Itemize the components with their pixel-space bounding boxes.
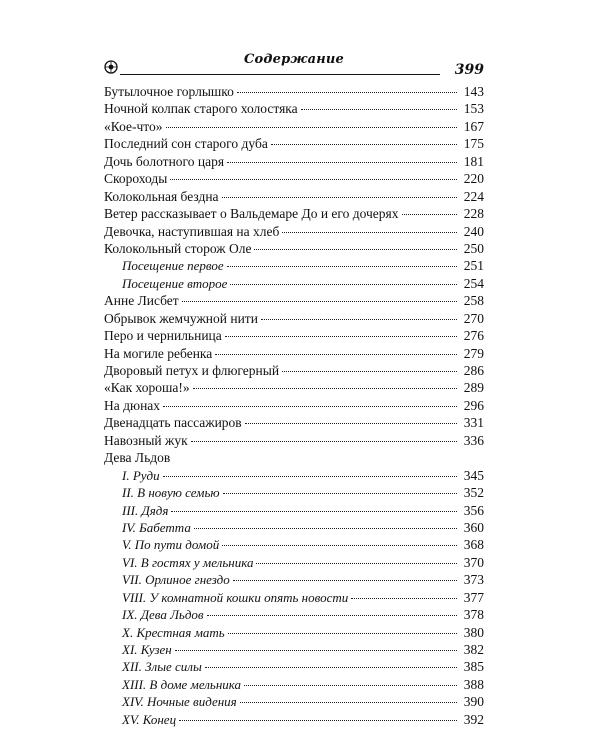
toc-entry-page: 385: [463, 659, 484, 675]
toc-entry-page: 390: [463, 694, 484, 710]
toc-subentry[interactable]: [104, 641, 484, 658]
toc-entry-page: 276: [463, 328, 484, 344]
dot-leader: [282, 232, 457, 233]
dot-leader: [351, 598, 457, 599]
dot-leader: [193, 388, 457, 389]
toc-entry-page: 377: [463, 589, 484, 605]
dot-leader: [244, 685, 457, 686]
toc-entry-title: Скороходы: [104, 171, 168, 187]
dot-leader: [256, 563, 457, 564]
toc-entry[interactable]: [104, 100, 484, 117]
header-rule: [120, 74, 440, 75]
toc-entry-title: Анне Лисбет: [104, 293, 179, 309]
toc-entry[interactable]: [104, 188, 484, 205]
dot-leader: [191, 441, 457, 442]
toc-subentry[interactable]: [104, 467, 484, 484]
toc-entry-page: 153: [463, 101, 484, 117]
toc-entry[interactable]: [104, 205, 484, 222]
toc-entry-title: X. Крестная мать: [122, 624, 225, 640]
toc-entry-page: 378: [463, 607, 484, 623]
toc-subentry[interactable]: [104, 676, 484, 693]
dot-leader: [301, 109, 457, 110]
toc-entry-page: 228: [463, 206, 484, 222]
toc-entry-page: 373: [463, 572, 484, 588]
dot-leader: [254, 249, 457, 250]
dot-leader: [230, 284, 457, 285]
toc-entry-page: 331: [463, 415, 484, 431]
toc-entry[interactable]: [104, 397, 484, 414]
toc-entry-title: Колокольная бездна: [104, 188, 219, 204]
toc-entry-title: «Кое-что»: [104, 118, 163, 134]
toc-entry[interactable]: [104, 118, 484, 135]
toc-entry-page: 289: [463, 380, 484, 396]
dot-leader: [175, 650, 457, 651]
toc-entry-title: IV. Бабетта: [122, 519, 191, 535]
toc-entry-page: 380: [463, 624, 484, 640]
toc-subentry[interactable]: [104, 502, 484, 519]
toc-entry-page: 336: [463, 432, 484, 448]
toc-entry-page: 240: [463, 223, 484, 239]
dot-leader: [222, 197, 457, 198]
toc-entry-page: 360: [463, 519, 484, 535]
toc-entry[interactable]: [104, 449, 484, 466]
dot-leader: [271, 144, 457, 145]
toc-entry-title: IX. Дева Льдов: [122, 607, 204, 623]
dot-leader: [163, 406, 457, 407]
toc-entry-title: I. Руди: [122, 467, 160, 483]
toc-subentry[interactable]: [104, 589, 484, 606]
toc-entry-page: 388: [463, 676, 484, 692]
running-header: [104, 48, 484, 82]
toc-entry[interactable]: [104, 432, 484, 449]
dot-leader: [215, 354, 457, 355]
toc-entry-title: Последний сон старого дуба: [104, 136, 268, 152]
toc-entry[interactable]: [104, 292, 484, 309]
toc-entry-page: 392: [463, 711, 484, 727]
dot-leader: [227, 266, 457, 267]
toc-entry[interactable]: [104, 327, 484, 344]
toc-entry-title: Девочка, наступившая на хлеб: [104, 223, 280, 239]
dot-leader: [194, 528, 457, 529]
toc-subentry[interactable]: [104, 658, 484, 675]
dot-leader: [227, 162, 457, 163]
toc-entry-page: 345: [463, 467, 484, 483]
running-title: Содержание: [243, 52, 344, 67]
toc-entry-page: 224: [463, 188, 484, 204]
toc-entry-title: Дворовый петух и флюгерный: [104, 363, 280, 378]
toc-entry-page: 270: [463, 310, 484, 326]
toc-entry-page: 181: [463, 153, 484, 169]
toc-entry-title: VIII. У комнатной кошки опять новости: [122, 589, 349, 605]
toc-entry-title: Двенадцать пассажиров: [104, 415, 242, 431]
dot-leader: [245, 423, 457, 424]
toc-entry-title: III. Дядя: [122, 502, 169, 518]
toc-entry-title: Посещение первое: [122, 258, 224, 274]
toc-subentry[interactable]: [104, 711, 484, 728]
toc-entry-title: XIV. Ночные видения: [122, 694, 237, 710]
toc-entry-title: Ветер рассказывает о Вальдемаре До и его дочерях: [104, 206, 399, 222]
dot-leader: [225, 336, 457, 337]
toc-entry[interactable]: [104, 153, 484, 170]
page-number: 399: [454, 62, 484, 78]
toc-entry[interactable]: [104, 345, 484, 362]
dot-leader: [223, 493, 457, 494]
toc-entry[interactable]: [104, 310, 484, 327]
toc-entry-page: 382: [463, 642, 484, 657]
toc-subentry[interactable]: [104, 693, 484, 710]
toc-entry-title: Колокольный сторож Оле: [104, 240, 252, 256]
toc-subentry[interactable]: [104, 554, 484, 571]
toc-entry[interactable]: [104, 240, 484, 257]
toc-entry-page: 254: [463, 275, 484, 291]
toc-entry-title: Дева Льдов: [104, 450, 171, 466]
toc-entry-page: 368: [463, 537, 484, 553]
toc-entry[interactable]: [104, 83, 484, 100]
toc-entry-title: «Как хороша!»: [104, 380, 190, 396]
toc-entry-title: Дочь болотного царя: [104, 153, 225, 169]
toc-entry-title: XV. Конец: [122, 711, 177, 727]
toc-entry[interactable]: [104, 362, 484, 379]
toc-subentry[interactable]: [104, 606, 484, 623]
toc-entry-page: 279: [463, 345, 484, 361]
dot-leader: [163, 476, 457, 477]
toc-entry-page: 143: [463, 84, 484, 99]
dot-leader: [261, 319, 457, 320]
toc-entry-page: 352: [463, 485, 484, 501]
toc-entry-title: XI. Кузен: [122, 642, 172, 657]
table-of-contents: [104, 83, 484, 728]
toc-entry-title: V. По пути домой: [122, 537, 220, 553]
toc-entry-page: 175: [463, 136, 484, 152]
toc-subentry[interactable]: [104, 624, 484, 641]
dot-leader: [207, 615, 457, 616]
toc-entry-title: Обрывок жемчужной нити: [104, 310, 258, 326]
toc-entry-page: 250: [463, 240, 484, 256]
toc-entry-title: Перо и чернильница: [104, 328, 222, 344]
dot-leader: [237, 92, 457, 93]
toc-subentry[interactable]: [104, 257, 484, 274]
toc-entry[interactable]: [104, 223, 484, 240]
dot-leader: [179, 720, 457, 721]
toc-entry-title: II. В новую семью: [122, 485, 220, 501]
dot-leader: [228, 633, 457, 634]
dot-leader: [171, 511, 457, 512]
toc-entry-page: 167: [463, 118, 484, 134]
toc-entry-title: Навозный жук: [104, 432, 188, 448]
toc-entry-title: Посещение второе: [122, 275, 228, 291]
dot-leader: [205, 667, 457, 668]
toc-subentry[interactable]: [104, 519, 484, 536]
toc-subentry[interactable]: [104, 571, 484, 588]
toc-entry-page: 251: [463, 258, 484, 274]
toc-entry-page: 356: [463, 502, 484, 518]
toc-entry-title: На дюнах: [104, 397, 161, 413]
toc-entry-title: На могиле ребенка: [104, 345, 213, 361]
toc-entry-title: XIII. В доме мельника: [122, 676, 242, 692]
dot-leader: [402, 214, 457, 215]
toc-subentry[interactable]: [104, 275, 484, 292]
dot-leader: [282, 371, 457, 372]
toc-entry[interactable]: [104, 414, 484, 431]
toc-entry[interactable]: [104, 379, 484, 396]
toc-subentry[interactable]: [104, 484, 484, 501]
toc-entry-title: XII. Злые силы: [122, 659, 202, 675]
toc-entry-page: 258: [463, 293, 484, 309]
toc-entry-page: 286: [463, 363, 484, 378]
dot-leader: [170, 179, 457, 180]
dot-leader: [222, 545, 457, 546]
toc-entry-title: Бутылочное горлышко: [104, 84, 234, 99]
toc-entry[interactable]: [104, 135, 484, 152]
dot-leader: [166, 127, 458, 128]
toc-entry-title: Ночной колпак старого холостяка: [104, 101, 298, 117]
toc-entry[interactable]: [104, 170, 484, 187]
toc-entry-title: VII. Орлиное гнездо: [122, 572, 230, 588]
toc-subentry[interactable]: [104, 536, 484, 553]
dot-leader: [233, 580, 457, 581]
toc-entry-page: 370: [463, 554, 484, 570]
dot-leader: [240, 702, 457, 703]
dot-leader: [182, 301, 457, 302]
toc-entry-page: 220: [463, 171, 484, 187]
toc-entry-page: 296: [463, 397, 484, 413]
toc-entry-title: VI. В гостях у мельника: [122, 554, 254, 570]
